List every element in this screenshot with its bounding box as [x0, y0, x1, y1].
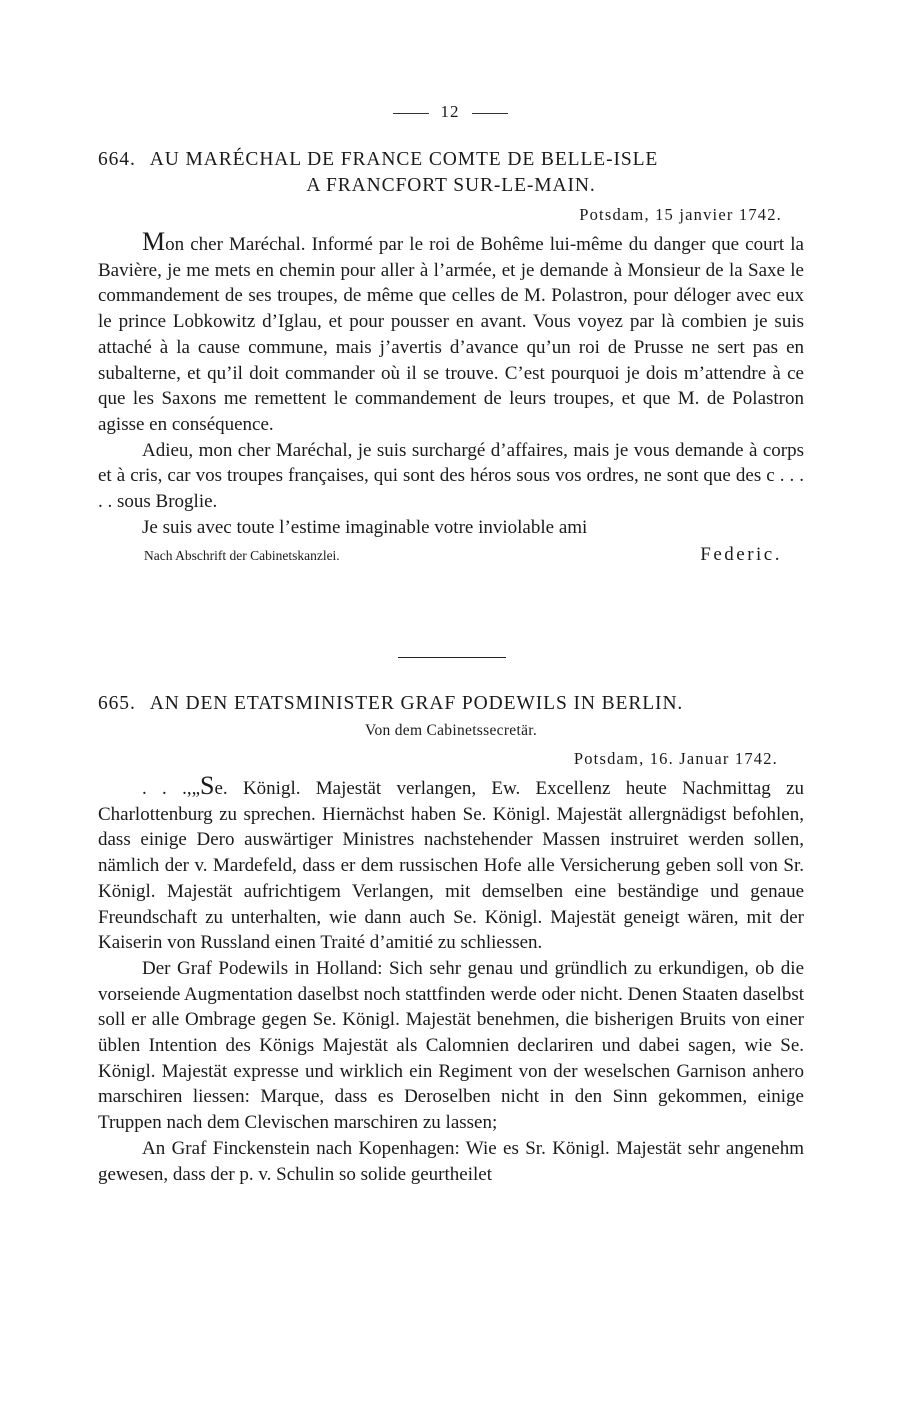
page-number-dash-left [393, 113, 429, 114]
page-number-dash-right [472, 113, 508, 114]
letter-664-body [98, 229, 804, 540]
letter-665 [98, 691, 804, 1187]
paragraph: Je suis avec toute l’estime imaginable votre inviolable ami [142, 516, 588, 538]
letter-number: 664. [98, 149, 136, 170]
dateline: Potsdam, 15 janvier 1742. [579, 205, 782, 224]
paragraph: An Graf Finckenstein nach Kopenhagen: Wie es Sr. Königl. Majestät sehr angenehm gewesen, dass der p. v. Schulin so solide geurtheilet [98, 1137, 804, 1185]
section-divider [398, 657, 506, 658]
subheading: Von dem Cabinetssecretär. [364, 722, 538, 739]
paragraph-text: e. Königl. Majestät verlangen, Ew. Excellenz heute Nachmittag zu Charlottenburg zu sprechen. Hiernächst haben Se. Königl. Majestät allergnädigst befohlen, dass einige Dero auswärtiger Ministres nachstehender Massen instruiret werden sollen, nämlich der v. Mardefeld, dass er dem russischen Hofe alle Versicherung geben soll von Sr. Königl. Majestät aufrichtigem Verlangen, mit demselben eine beständige und genaue Freundschaft zu unterhalten, wie dann auch Se. Königl. Majestät geneigt wären, mit der Kaiserin von Russland einen Traité d’amitié zu schliessen. [98, 778, 805, 954]
initial-letter: S [200, 771, 215, 800]
paragraph-text: on cher Maréchal. Informé par le roi de Bohême lui-même du danger que court la Bavière, je me mets en chemin pour aller à l’armée, et je demande à Monsieur de la Saxe le commandement de ses troupes, de même que celles de M. Polastron, pour déloger avec eux le prince Lobkowitz d’Iglau, et pour pousser en avant. Vous voyez par là combien je suis attaché à la cause commune, mais j’avertis d’avance qu’un roi de Prusse ne sert pas en subalterne, et qu’il doit commander où il se trouve. C’est pourquoi je dois m’attendre à ce que les Saxons me remettent le commandement de leurs troupes, et que M. de Polastron agisse en conséquence. [98, 234, 804, 435]
page-number [0, 102, 900, 122]
letter-665-heading [98, 691, 804, 717]
paragraph: Der Graf Podewils in Holland: Sich sehr genau und gründlich zu erkundigen, ob die vorseiende Augmentation daselbst noch stattfinden werde oder nicht. Denen Staaten daselbst soll er alle Ombrage gegen Se. Königl. Majestät benehmen, die bisherigen Bruits von einer üblen Intention des Königs Majestät als Calomnien declariren und dabei sagen, wie Se. Königl. Majestät expresse und wirklich ein Regiment von der weselschen Garnison anhero marschiren liessen: Marque, dass es Deroselben nicht in den Sinn gekommen, einige Truppen nach dem Clevischen marschiren zu lassen; [98, 957, 804, 1134]
source-signature-line [98, 540, 804, 568]
heading-line-2: A FRANCFORT SUR-LE-MAIN. [306, 175, 596, 196]
paragraph [98, 773, 804, 956]
page-number-text: 12 [440, 102, 460, 121]
letter-664 [98, 147, 804, 568]
heading-text: AN DEN ETATSMINISTER GRAF PODEWILS IN BERLIN. [149, 693, 684, 714]
letter-number: 665. [98, 693, 136, 714]
dateline: Potsdam, 16. Januar 1742. [573, 749, 778, 768]
paragraph [98, 229, 804, 438]
opening-prefix: . . .,„ [142, 778, 201, 799]
letter-665-body [98, 773, 804, 1187]
letter-664-heading [98, 147, 804, 173]
heading-line-1: AU MARÉCHAL DE FRANCE COMTE DE BELLE-ISLE [149, 149, 659, 170]
paragraph: Adieu, mon cher Maréchal, je suis surchargé d’affaires, mais je vous demande à corps et à cris, car vos troupes françaises, qui sont des héros sous vos ordres, ne sont que des c . . . . . sous Broglie. [98, 439, 804, 513]
signature: Federic. [700, 544, 782, 566]
initial-letter: M [142, 227, 166, 256]
source-note: Nach Abschrift der Cabinetskanzlei. [144, 548, 340, 564]
